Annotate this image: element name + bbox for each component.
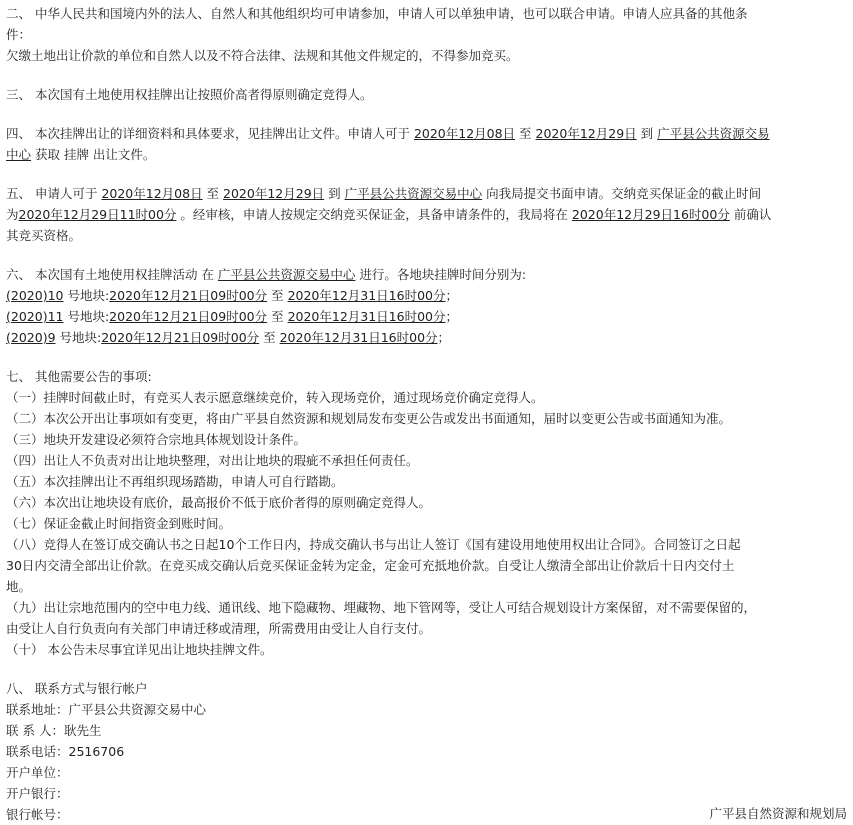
section-7-item-3: （三）地块开发建设必须符合宗地具体规划设计条件。 [6,432,307,447]
section-7-item-2: （二）本次公开出让事项如有变更，将由广平县自然资源和规划局发布变更公告或发出书面通知，届时以变更公告或书面通知为准。 [6,411,732,426]
account-number: 银行帐号： [6,807,69,822]
plot-row [6,327,847,348]
plot-label: 号地块: [63,309,110,324]
section-2-line-2: 件： [6,27,32,42]
section-7-title: 七、 其他需要公告的事项: [6,369,152,384]
plot-code: (2020)11 [6,309,64,324]
plot-tail: ； [445,288,459,303]
section-5-confirm-suffix: 前确认 [729,207,772,222]
plot-start: 2020年12月21日09时00分 [101,330,260,345]
section-4-suffix: 获取 挂牌 出让文件。 [31,147,156,162]
section-7-item-8-line-3: 地。 [6,579,32,594]
plot-to: 至 [267,288,288,303]
contact-phone: 联系电话：2516706 [6,744,125,759]
contact-person: 联 系 人：耿先生 [6,723,102,738]
section-5-to: 至 [202,186,224,201]
section-7-item-1: （一）挂牌时间截止时，有竞买人表示愿意继续竞价，转入现场竞价，通过现场竞价确定竞得人。 [6,390,544,405]
section-5-start-date: 2020年12月08日 [101,186,203,201]
section-5-prefix: 五、 申请人可于 [6,186,102,201]
section-5-wei: 为 [6,207,19,222]
section-5-deadline-intro: 向我局提交书面申请。交纳竞买保证金的截止时间 [482,186,762,201]
section-5-review: 。经审核，申请人按规定交纳竞买保证金，具备申请条件的，我局将在 [176,207,572,222]
section-4-to: 至 [515,126,536,141]
section-7-item-8-line-1: （八）竞得人在签订成交确认书之日起10个工作日内，持成交确认书与出让人签订《国有建设用地使用权出让合同》。合同签订之日起 [6,537,741,552]
section-7-item-7: （七）保证金截止时间指资金到账时间。 [6,516,232,531]
plot-label: 号地块: [55,330,102,345]
plot-row [6,285,847,306]
plot-start: 2020年12月21日09时00分 [109,309,268,324]
section-7-item-10: （十） 本公告未尽事宜详见出让地块挂牌文件。 [6,642,273,657]
section-6-prefix: 六、 本次国有土地使用权挂牌活动 在 [6,267,218,282]
section-2-line-1: 二、 中华人民共和国境内外的法人、自然人和其他组织均可申请参加，申请人可以单独申请，也可以联合申请。申请人应具备的其他条 [6,6,748,21]
plot-to: 至 [259,330,280,345]
section-5-at: 到 [324,186,345,201]
account-unit: 开户单位： [6,765,69,780]
plot-label: 号地块: [63,288,110,303]
issuer-signature: 广平县自然资源和规划局 [709,806,847,821]
section-5-confirm-time: 2020年12月29日16时00分 [571,207,730,222]
section-4-line-1 [6,123,847,144]
section-7-item-9-line-2: 由受让人自行负责向有关部门申请迁移或清理，所需费用由受让人自行支付。 [6,621,432,636]
section-4-line-2 [6,144,847,165]
section-4-place-a: 广平县公共资源交易 [657,126,770,141]
plot-end: 2020年12月31日16时00分 [279,330,438,345]
plot-end: 2020年12月31日16时00分 [287,309,446,324]
section-6-line-1 [6,264,847,285]
plot-start: 2020年12月21日09时00分 [109,288,268,303]
section-4-start-date: 2020年12月08日 [413,126,516,141]
section-7-item-6: （六）本次出让地块设有底价，最高报价不低于底价者得的原则确定竞得人。 [6,495,432,510]
section-5-line-1 [6,183,847,204]
plot-row [6,306,847,327]
section-3: 三、 本次国有土地使用权挂牌出让按照价高者得原则确定竞得人。 [6,87,373,102]
bank-name: 开户银行： [6,786,69,801]
section-4-at: 到 [636,126,658,141]
section-5-deadline: 2020年12月29日11时00分 [18,207,177,222]
section-5-line-2 [6,204,847,225]
plot-tail: ； [437,330,451,345]
plot-code: (2020)10 [6,288,64,303]
section-7-item-5: （五）本次挂牌出让不再组织现场踏勘，申请人可自行踏勘。 [6,474,344,489]
section-7-item-4: （四）出让人不负责对出让地块整理，对出让地块的瑕疵不承担任何责任。 [6,453,419,468]
plot-end: 2020年12月31日16时00分 [287,288,446,303]
section-8-title: 八、 联系方式与银行帐户 [6,681,148,696]
section-2-line-3: 欠缴土地出让价款的单位和自然人以及不符合法律、法规和其他文件规定的，不得参加竞买。 [6,48,519,63]
section-5-end-date: 2020年12月29日 [223,186,325,201]
section-5-place: 广平县公共资源交易中心 [344,186,483,201]
section-5-line-3: 其竞买资格。 [6,228,82,243]
section-6-suffix: 进行。各地块挂牌时间分别为: [355,267,527,282]
section-6-place: 广平县公共资源交易中心 [217,267,356,282]
section-4-place-b: 中心 [6,147,32,162]
plot-to: 至 [267,309,288,324]
section-4-end-date: 2020年12月29日 [535,126,637,141]
section-4-prefix: 四、 本次挂牌出让的详细资料和具体要求，见挂牌出让文件。申请人可于 [6,126,414,141]
plot-code: (2020)9 [6,330,56,345]
section-7-item-9-line-1: （九）出让宗地范围内的空中电力线、通讯线、地下隐藏物、埋藏物、地下管网等，受让人可结合规划设计方案保留，对不需要保留的， [6,600,757,615]
plot-tail: ； [445,309,459,324]
contact-address: 联系地址：广平县公共资源交易中心 [6,702,207,717]
section-7-item-8-line-2: 30日内交清全部出让价款。在竞买成交确认后竞买保证金转为定金，定金可充抵地价款。自受让人缴清全部出让价款后十日内交付土 [6,558,735,573]
